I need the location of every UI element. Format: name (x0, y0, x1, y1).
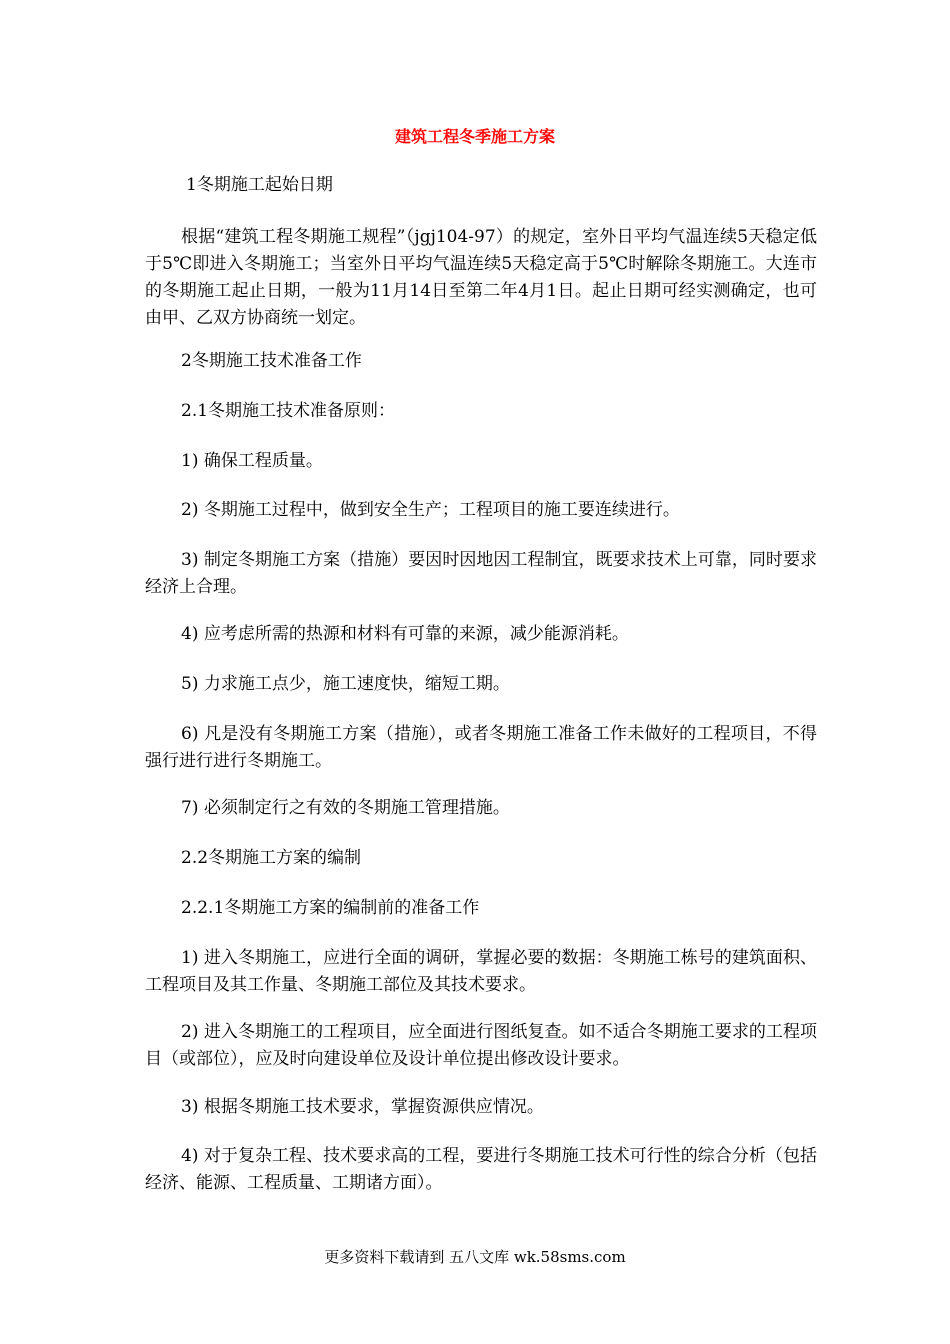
body-paragraph: 根据“建筑工程冬期施工规程”（jgj104-97）的规定，室外日平均气温连续5天稳定低于5℃即进入冬期施工；当室外日平均气温连续5天稳定高于5℃时解除冬期施工。大连市的冬期施工起止日期，一般为11月14日至第二年4月1日。起止日期可经实测确定，也可由甲、乙双方协商统一划定。 (145, 227, 817, 328)
list-item: 2) 冬期施工过程中，做到安全生产；工程项目的施工要连续进行。 (181, 500, 680, 520)
list-item: 5) 力求施工点少，施工速度快，缩短工期。 (181, 674, 510, 694)
subsection-heading: 2.2.1冬期施工方案的编制前的准备工作 (181, 898, 480, 918)
subsection-heading: 2.2冬期施工方案的编制 (181, 848, 362, 868)
list-item: 3) 根据冬期施工技术要求，掌握资源供应情况。 (181, 1097, 544, 1117)
list-item: 7) 必须制定行之有效的冬期施工管理措施。 (181, 798, 510, 818)
section-heading: 1冬期施工起始日期 (186, 175, 333, 195)
list-item: 4) 应考虑所需的热源和材料有可靠的来源，减少能源消耗。 (181, 624, 629, 644)
section-heading: 2冬期施工技术准备工作 (181, 351, 362, 371)
list-item: 3) 制定冬期施工方案（措施）要因时因地因工程制宜，既要求技术上可靠，同时要求经济上合理。 (145, 550, 817, 597)
document-title: 建筑工程冬季施工方案 (394, 127, 555, 146)
page-footer: 更多资料下载请到 五八文库 wk.58sms.com (324, 1248, 626, 1266)
list-item: 1) 进入冬期施工，应进行全面的调研，掌握必要的数据：冬期施工栋号的建筑面积、工程项目及其工作量、冬期施工部位及其技术要求。 (145, 948, 817, 995)
list-item: 1) 确保工程质量。 (181, 451, 323, 471)
list-item: 4) 对于复杂工程、技术要求高的工程，要进行冬期施工技术可行性的综合分析（包括经济、能源、工程质量、工期诸方面）。 (145, 1146, 817, 1193)
subsection-heading: 2.1冬期施工技术准备原则： (181, 401, 396, 421)
list-item: 2) 进入冬期施工的工程项目，应全面进行图纸复查。如不适合冬期施工要求的工程项目（或部位），应及时向建设单位及设计单位提出修改设计要求。 (145, 1022, 817, 1069)
list-item: 6) 凡是没有冬期施工方案（措施），或者冬期施工准备工作未做好的工程项目，不得强行进行进行冬期施工。 (145, 724, 817, 771)
